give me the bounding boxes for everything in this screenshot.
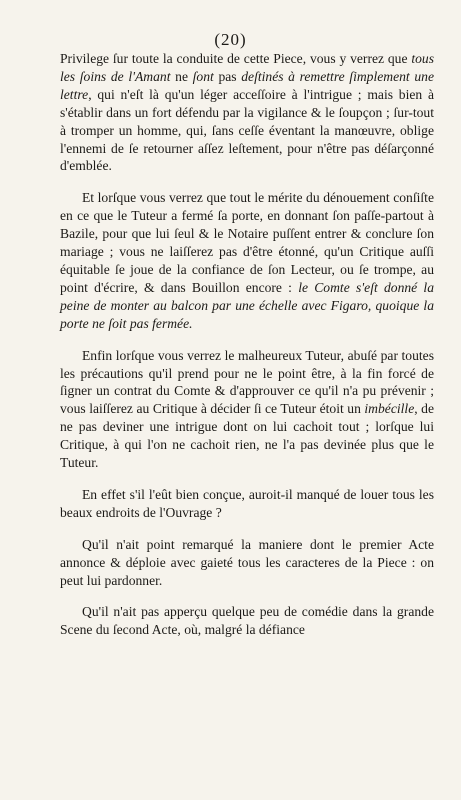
text-run: ne <box>170 68 193 84</box>
paragraph-p3 <box>60 347 434 472</box>
text-run: Privilege ſur toute la conduite de cette Piece, vous y verrez que <box>60 51 412 66</box>
italic-text: le Comte s'eſt donné la peine de monter au balcon par une échelle avec Figaro, quoique la porte ne ſoit pas fermée. <box>60 279 434 331</box>
text-run: pas <box>213 68 242 84</box>
text-run: Qu'il n'ait pas apperçu quelque peu de comédie dans la grande Scene du ſecond Acte, où, malgré la défiance <box>60 604 434 638</box>
page-number: (20) <box>214 30 247 49</box>
paragraph-p4 <box>60 486 434 522</box>
italic-text: ſont <box>192 68 214 84</box>
text-run: , de ne pas deviner une intrigue dont on lui cachoit tout ; lorſque lui Critique, à qui l'on ne cachoit rien, ne l'a pas devinée plus que le Tuteur. <box>60 401 434 471</box>
body-text <box>60 50 434 639</box>
italic-text: imbécille <box>364 401 415 417</box>
text-run: , qui n'eſt là qu'un léger acceſſoire à l'intrigue ; mais bien à s'établir dans un fort défendu par la vigilance & le ſoupçon ; ſur-tout à tromper un homme, qui, ſans ceſſe éventant la manœuvre, oblige l'ennemi de ſe retourner aſſez leſtement, pour n'être pas déſarçonné d'emblée. <box>60 86 434 174</box>
text-run: Enfin lorſque vous verrez le malheureux Tuteur, abuſé par toutes les précautions qu'il prend pour ne le point être, à la fin forcé de ſigner un contrat du Comte & d'approuver ce qu'il n'a pu prévenir ; vous laiſſerez au Critique à décider ſi ce Tuteur étoit un <box>60 347 434 417</box>
italic-text: tous les ſoins de l'Amant <box>60 51 434 84</box>
italic-text: deſtinés à remettre ſimplement une lettre <box>60 68 434 102</box>
paragraph-p1 <box>60 50 434 175</box>
text-run: Et lorſque vous verrez que tout le mérite du dénouement conſiſte en ce que le Tuteur a fermé ſa porte, en donnant ſon paſſe-partout à Bazile, pour que lui ſeul & le Notaire puſſent entrer & conclure ſon mariage ; vous ne laiſſerez pas d'être étonné, qu'un Critique auſſi équitable ſe joue de la confiance de ſon Lecteur, ou ſe trompe, au point d'écrire, & dans Bouillon encore : <box>60 190 434 295</box>
text-run: Qu'il n'ait point remarqué la maniere dont le premier Acte annonce & déploie avec gaieté tous les caracteres de la Piece : on peut lui pardonner. <box>60 536 434 588</box>
paragraph-p2 <box>60 189 434 332</box>
paragraph-p5 <box>60 536 434 590</box>
paragraph-p6 <box>60 603 434 639</box>
text-run: En effet s'il l'eût bien conçue, auroit-il manqué de louer tous les beaux endroits de l'Ouvrage ? <box>60 486 434 520</box>
